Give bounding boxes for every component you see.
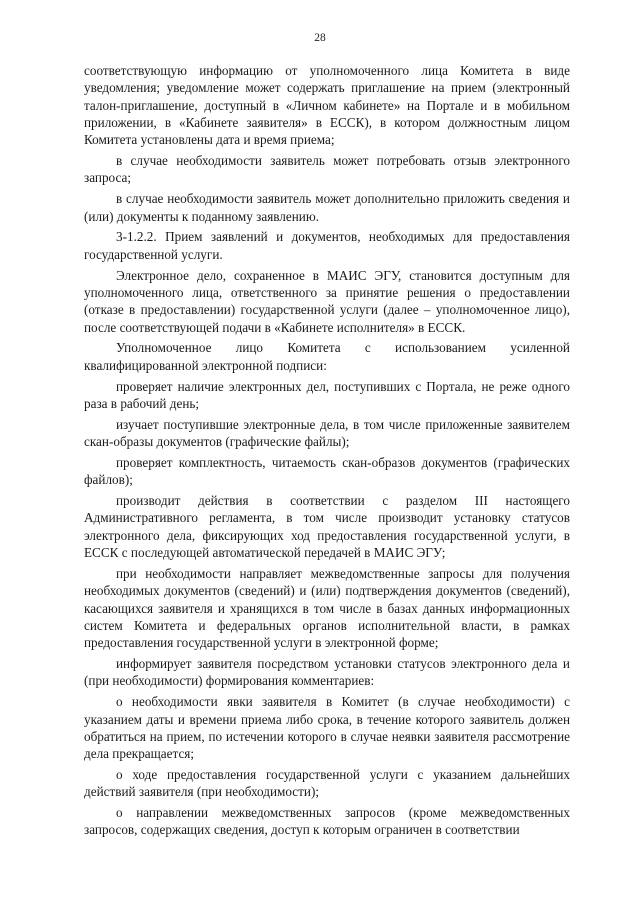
paragraph: о ходе предоставления государственной услуги с указанием дальнейших действий заявителя (при необходимости); — [84, 767, 570, 800]
paragraph: Электронное дело, сохраненное в МАИС ЭГУ, становится доступным для уполномоченного лица, ответственного за принятие решения о предоставлении (отказе в предоставлении) государственной услуги (далее – уполномоченное лицо), после соответствующей подачи в «Кабинете исполнителя» в ЕССК. — [84, 267, 570, 335]
paragraph: соответствующую информацию от уполномоченного лица Комитета в виде уведомления; уведомление может содержать приглашение на прием (электронный талон-приглашение, доступный в «Личном кабинете» на Портале и в мобильном приложении, в «Кабинете заявителя» в ЕССК), в котором должностным лицом Комитета установлены дата и время приема; — [84, 63, 570, 148]
page-number: 28 — [314, 32, 326, 44]
paragraph: при необходимости направляет межведомственные запросы для получения необходимых документов (сведений) и (или) подтверждения документов (сведений), касающихся заявителя и хранящихся в том числе в базах данных информационных систем Комитета и федеральных органов исполнительной власти, в рамках предоставления государственной услуги в электронной форме; — [84, 565, 570, 651]
paragraph: в случае необходимости заявитель может потребовать отзыв электронного запроса; — [84, 153, 570, 186]
paragraph: информирует заявителя посредством установки статусов электронного дела и (при необходимости) формирования комментариев: — [84, 656, 570, 689]
document-body — [84, 62, 570, 842]
paragraph: о направлении межведомственных запросов (кроме межведомственных запросов, содержащих сведения, доступ к которым ограничен в соответствии — [84, 805, 570, 838]
section-heading: 3-1.2.2. Прием заявлений и документов, необходимых для предоставления государственной услуги. — [84, 229, 570, 262]
paragraph: о необходимости явки заявителя в Комитет (в случае необходимости) с указанием даты и времени приема либо срока, в течение которого заявитель должен обратиться на прием, по истечении которого в случае неявки заявителя рассмотрение дела прекращается; — [84, 694, 570, 762]
paragraph: производит действия в соответствии с разделом III настоящего Административного регламента, в том числе производит установку статусов электронного дела, фиксирующих ход предоставления государственной услуги, в ЕССК с последующей автоматической передачей в МАИС ЭГУ; — [84, 493, 570, 561]
paragraph: проверяет комплектность, читаемость скан-образов документов (графических файлов); — [84, 454, 570, 488]
paragraph: проверяет наличие электронных дел, поступивших с Портала, не реже одного раза в рабочий день; — [84, 378, 570, 411]
paragraph: Уполномоченное лицо Комитета с использованием усиленной квалифицированной электронной подписи: — [84, 340, 570, 373]
paragraph: изучает поступившие электронные дела, в том числе приложенные заявителем скан-образы документов (графические файлы); — [84, 416, 570, 450]
paragraph: в случае необходимости заявитель может дополнительно приложить сведения и (или) документы к поданному заявлению. — [84, 191, 570, 224]
